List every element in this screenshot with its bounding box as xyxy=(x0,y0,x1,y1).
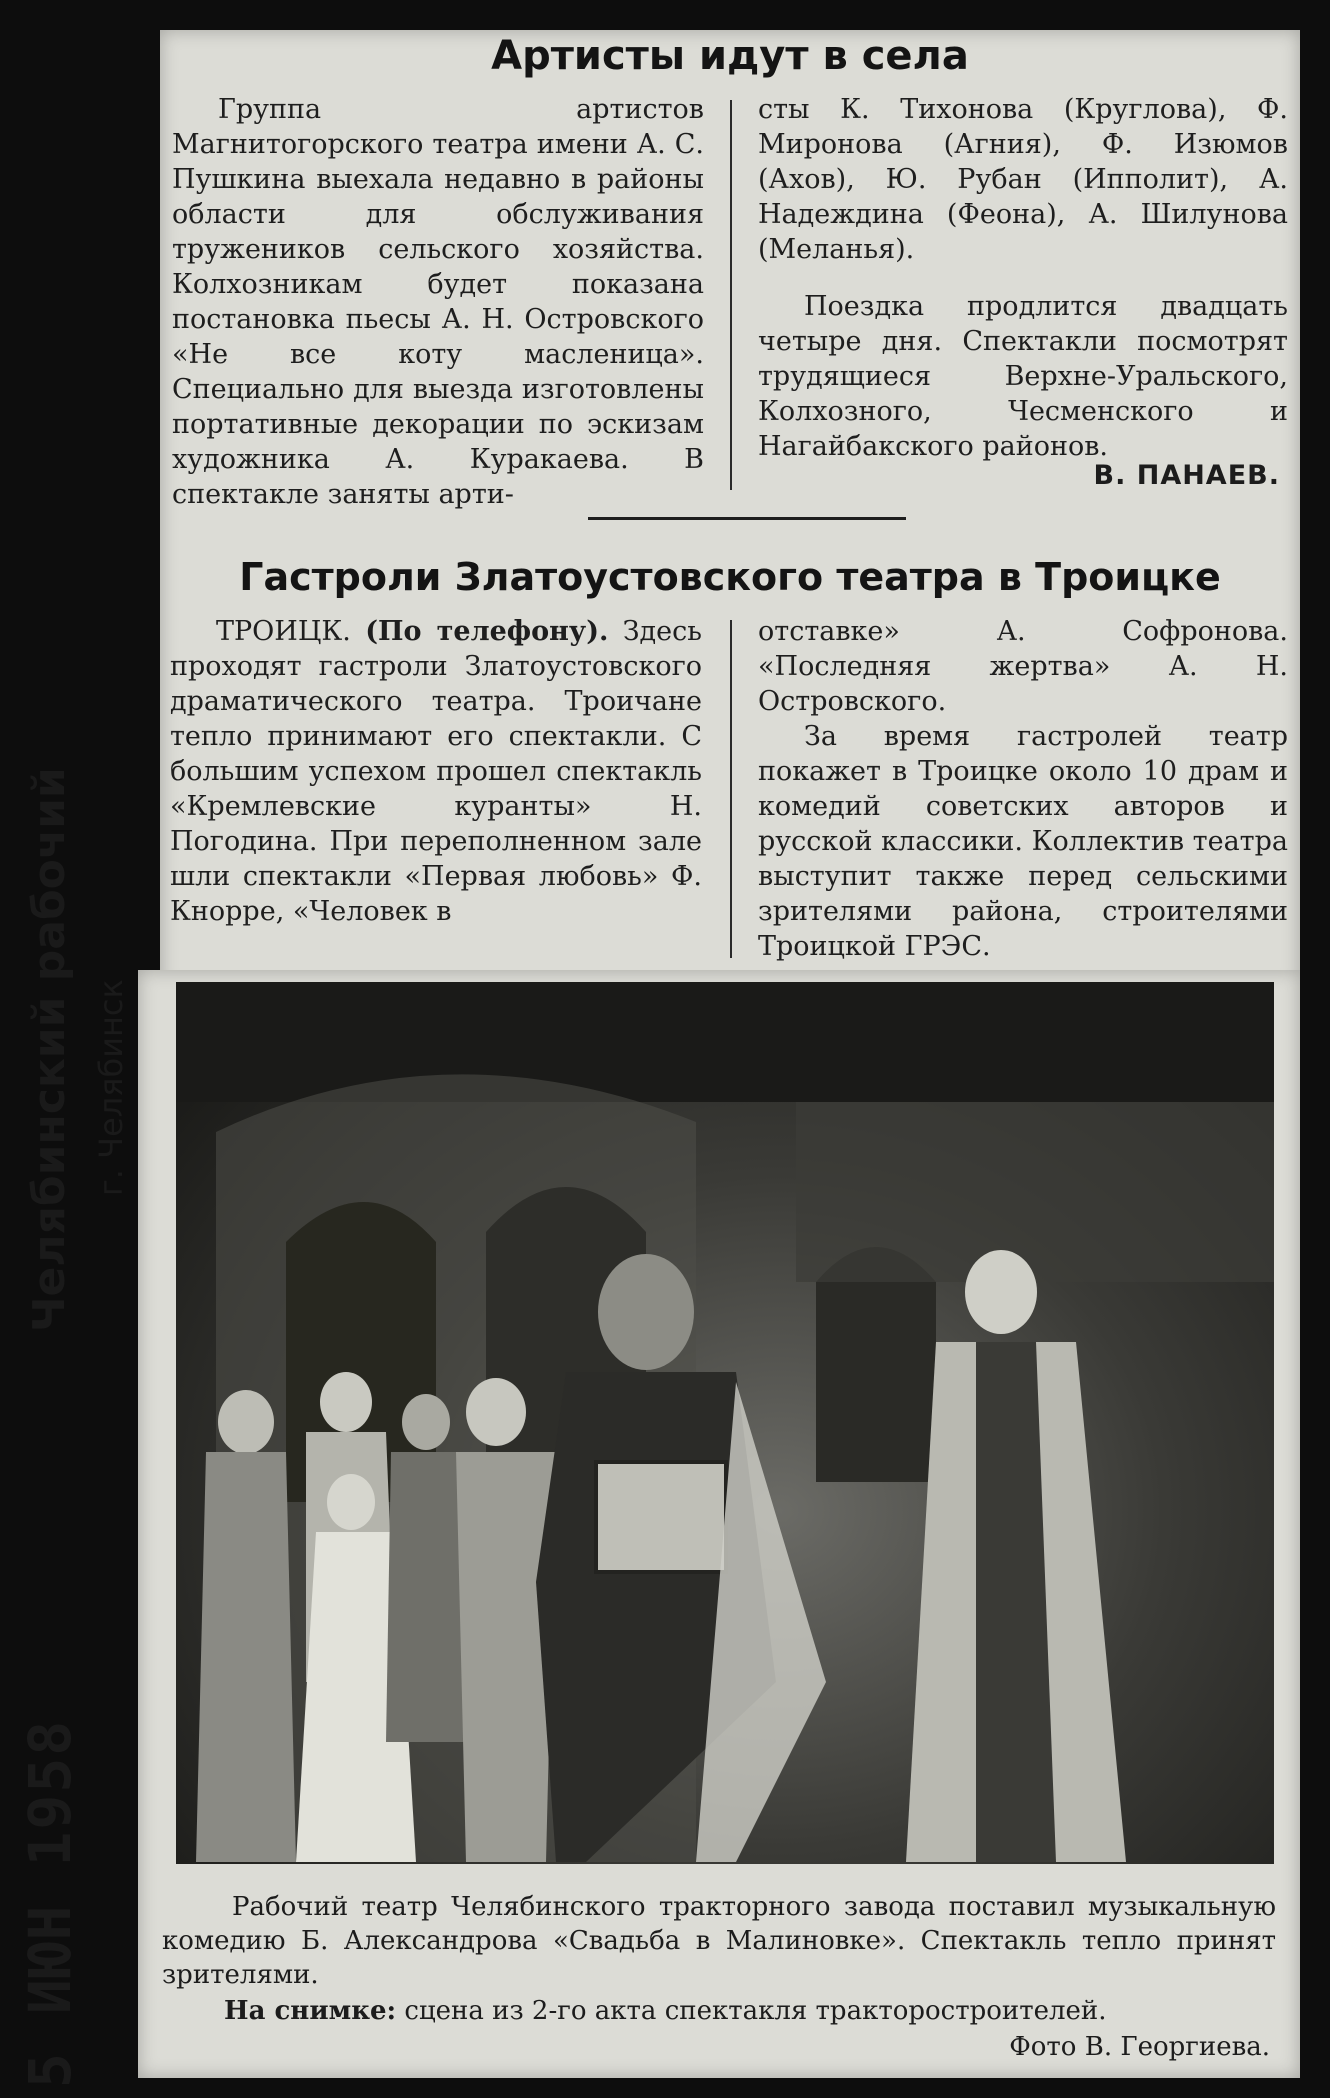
article1-left-column xyxy=(172,92,704,512)
article1-author: В. ПАНАЕВ. xyxy=(1093,460,1280,491)
stage-scene xyxy=(176,982,1274,1864)
dateline-city: ТРОИЦК. xyxy=(216,616,351,647)
section-divider xyxy=(588,517,906,520)
photo-caption-label-line xyxy=(162,1994,1276,2028)
date-stamp: 5 ИЮН 1958 xyxy=(16,1718,84,2088)
city-stamp: г. Челябинск xyxy=(92,979,130,1196)
newspaper-stamp: Челябинский рабочий xyxy=(24,767,75,1332)
article1-title: Артисты идут в села xyxy=(491,33,969,79)
caption-label: На снимке: xyxy=(224,1996,397,2026)
caption-label-text: сцена из 2-го акта спектакля тракторостроителей. xyxy=(404,1996,1107,2026)
article2-right-text-2: За время гастролей театр покажет в Троицке около 10 драм и комедий советских авторов и русской классики. Коллектив театра выступит также перед сельскими зрителями района, строителями Троицкой ГРЭС. xyxy=(758,721,1288,962)
article2-left-text xyxy=(170,614,702,929)
article2-right-text-1: отставке» А. Софронова. «Последняя жертва» А. Н. Островского. xyxy=(758,616,1288,717)
dateline-source: (По телефону). xyxy=(365,616,609,647)
article1-left-text: Группа артистов Магнитогорского театра имени А. С. Пушкина выехала недавно в районы области для обслуживания тружеников сельского хозяйства. Колхозникам будет показана постановка пьесы А. Н. Островского «Не все коту масленица». Специально для выезда изготовлены портативные декорации по эскизам художника А. Куракаева. В спектакле заняты арти- xyxy=(172,94,704,510)
article2-left-body: Здесь проходят гастроли Златоустовского драматического театра. Троичане тепло принимают его спектакли. С большим успехом прошел спектакль «Кремлевские куранты» Н. Погодина. При переполненном зале шли спектакли «Первая любовь» Ф. Кнорре, «Человек в xyxy=(170,616,702,927)
article1-right-column xyxy=(758,92,1288,464)
article1-right-text-1: сты К. Тихонова (Круглова), Ф. Миронова (Агния), Ф. Изюмов (Ахов), Ю. Рубан (Ипполит), А. Надеждина (Феона), А. Шилунова (Меланья). xyxy=(758,94,1288,265)
stage-photo xyxy=(176,982,1274,1864)
article2-right-column xyxy=(758,614,1288,964)
article1-right-text-2: Поездка продлится двадцать четыре дня. Спектакли посмотрят трудящиеся Верхне-Уральского, Колхозного, Чесменского и Нагайбакского районов. xyxy=(758,291,1288,462)
column-divider xyxy=(730,620,732,958)
article2-left-column xyxy=(170,614,702,929)
photo-caption: Рабочий театр Челябинского тракторного завода поставил музыкальную комедию Б. Александрова «Свадьба в Малиновке». Спектакль тепло принят зрителями. xyxy=(162,1892,1276,1990)
photo-credit: Фото В. Георгиева. xyxy=(1009,2032,1270,2062)
article2-title: Гастроли Златоустовского театра в Троицке xyxy=(239,555,1221,599)
column-divider xyxy=(730,100,732,490)
